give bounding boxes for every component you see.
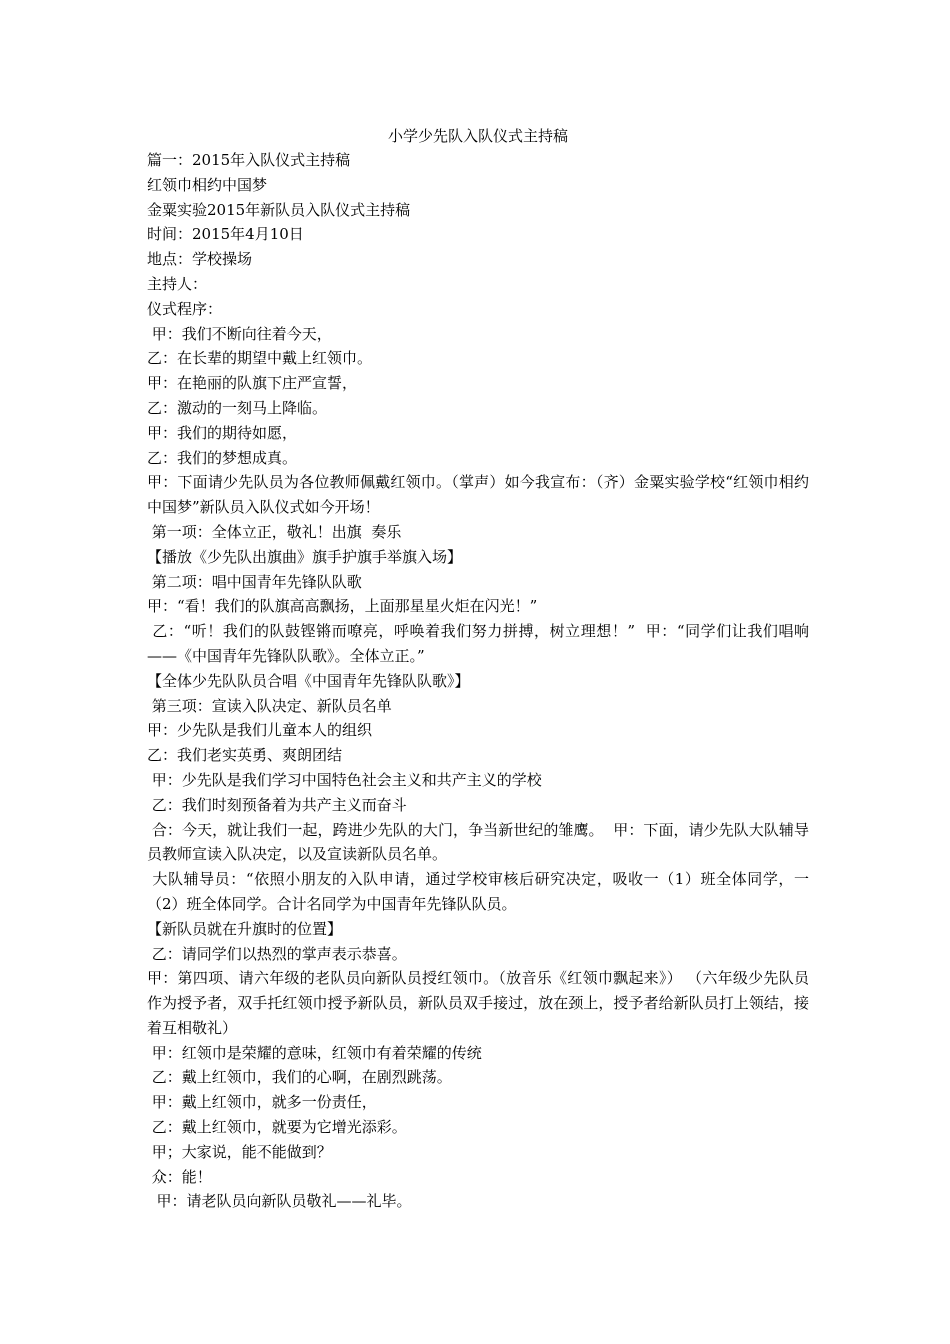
text-line: 第一项：全体立正，敬礼！出旗 奏乐 (147, 522, 402, 541)
text-line: 众：能！ (147, 1167, 212, 1186)
document-page (147, 124, 809, 1214)
text-line: 大队辅导员：“依照小朋友的入队申请，通过学校审核后研究决定，吸收一（1）班全体同学，一（2）班全体同学。合计名同学为中国青年先锋队队员。 (147, 870, 809, 913)
text-line: 乙：戴上红领巾，我们的心啊，在剧烈跳荡。 (147, 1068, 452, 1087)
text-line: 乙：激动的一刻马上降临。 (147, 398, 328, 417)
text-line: 甲；大家说，能不能做到？ (147, 1142, 332, 1161)
text-line: 红领巾相约中国梦 (147, 175, 268, 194)
text-line: 甲：在艳丽的队旗下庄严宣誓， (147, 374, 358, 393)
text-line: 甲：少先队是我们儿童本人的组织 (147, 721, 373, 740)
text-line: 篇一：2015年入队仪式主持稿 (147, 151, 351, 169)
text-line: 第三项：宣读入队决定、新队员名单 (147, 696, 392, 715)
text-line: 【新队员就在升旗时的位置】 (147, 919, 343, 938)
text-line: 乙：在长辈的期望中戴上红领巾。 (147, 349, 373, 368)
text-line: 甲：我们的期待如愿， (147, 423, 298, 442)
text-line: 乙：我们时刻预备着为共产主义而奋斗 (147, 795, 407, 814)
text-line: 【播放《少先队出旗曲》旗手护旗手举旗入场】 (147, 547, 463, 566)
text-line: 甲：红领巾是荣耀的意味，红领巾有着荣耀的传统 (147, 1043, 482, 1062)
text-line: 甲：戴上红领巾，就多一份责任， (147, 1093, 377, 1112)
text-line: 金粟实验2015年新队员入队仪式主持稿 (147, 200, 411, 219)
text-line: 甲：少先队是我们学习中国特色社会主义和共产主义的学校 (147, 770, 542, 789)
text-line: 主持人： (147, 274, 208, 293)
text-line: 乙：请同学们以热烈的掌声表示恭喜。 (147, 944, 407, 963)
text-line: 甲：我们不断向往着今天， (147, 324, 332, 343)
text-line: 甲：下面请少先队员为各位教师佩戴红领巾。（掌声）如今我宣布：（齐）金粟实验学校“红领巾相约中国梦”新队员入队仪式如今开场！ (147, 473, 809, 517)
text-line: 乙：“听！我们的队鼓铿锵而嘹亮，呼唤着我们努力拼搏，树立理想！” 甲：“同学们让我们唱响——《中国青年先锋队队歌》。全体立正。” (147, 622, 810, 665)
text-line: 甲：“看！我们的队旗高高飘扬，上面那星星火炬在闪光！” (147, 597, 538, 616)
text-line: 合：今天，就让我们一起，跨进少先队的大门，争当新世纪的雏鹰。 甲：下面，请少先队大队辅导员教师宣读入队决定，以及宣读新队员名单。 (147, 820, 809, 864)
text-line: 第二项：唱中国青年先锋队队歌 (147, 572, 362, 591)
text-line: 乙：我们老实英勇、爽朗团结 (147, 746, 343, 765)
text-line: 时间：2015年4月10日 (147, 225, 304, 244)
text-line: 地点：学校操场 (147, 250, 253, 269)
text-line: 甲：请老队员向新队员敬礼——礼毕。 (147, 1192, 412, 1211)
document-title: 小学少先队入队仪式主持稿 (387, 127, 568, 145)
text-line: 甲：第四项、请六年级的老队员向新队员授红领巾。（放音乐《红领巾飘起来》） （六年级少先队员作为授予者，双手托红领巾授予新队员，新队员双手接过，放在颈上，授予者给新队员打上领结，接着互相敬礼） (147, 969, 809, 1037)
text-line: 仪式程序： (147, 299, 223, 318)
document-body (147, 148, 809, 1214)
text-line: 【全体少先队队员合唱《中国青年先锋队队歌》】 (147, 671, 470, 690)
text-line: 乙：我们的梦想成真。 (147, 448, 298, 467)
text-line: 乙：戴上红领巾，就要为它增光添彩。 (147, 1118, 407, 1137)
